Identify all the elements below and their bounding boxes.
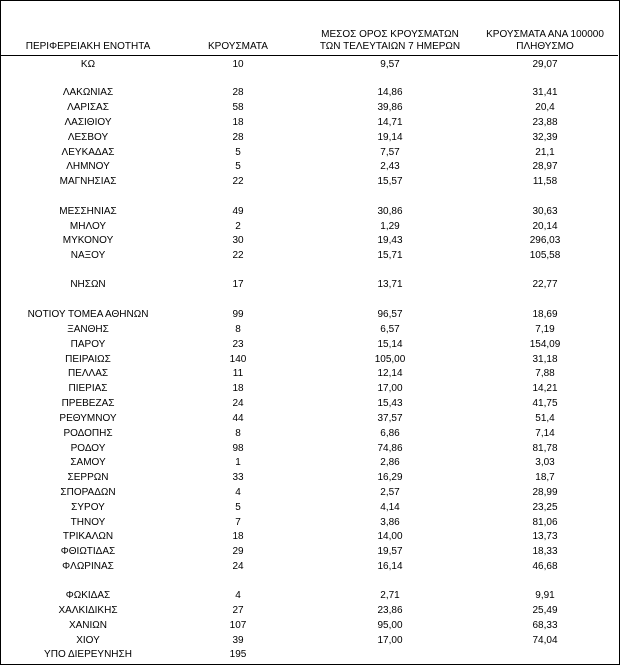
region-name-cell: ΠΕΛΛΑΣ bbox=[67, 368, 109, 379]
region-name-cell: ΣΥΡΟΥ bbox=[71, 502, 105, 513]
cases-cell: 4 bbox=[235, 590, 241, 601]
per100k-cell: 9,91 bbox=[535, 590, 555, 601]
cases-cell: 33 bbox=[232, 472, 244, 483]
region-name-cell: ΞΑΝΘΗΣ bbox=[67, 324, 109, 335]
region-name-cell: ΡΟΔΟΠΗΣ bbox=[63, 428, 113, 439]
table-row bbox=[0, 160, 618, 174]
region-name-cell: ΛΑΣΙΘΙΟΥ bbox=[64, 117, 112, 128]
avg-cell: 74,86 bbox=[377, 443, 403, 454]
table-row bbox=[0, 308, 618, 322]
per100k-cell: 41,75 bbox=[532, 398, 558, 409]
avg-cell: 7,57 bbox=[380, 147, 400, 158]
avg-cell: 19,43 bbox=[377, 235, 403, 246]
avg-cell: 15,43 bbox=[377, 398, 403, 409]
region-name-cell: ΦΩΚΙΔΑΣ bbox=[65, 590, 111, 601]
region-name-cell: ΝΟΤΙΟΥ ΤΟΜΕΑ ΑΘΗΝΩΝ bbox=[27, 309, 149, 320]
avg-cell: 19,57 bbox=[377, 546, 403, 557]
region-name-cell: ΜΗΛΟΥ bbox=[69, 221, 107, 232]
region-name-cell: ΣΕΡΡΩΝ bbox=[67, 472, 109, 483]
region-name-cell: ΠΙΕΡΙΑΣ bbox=[68, 383, 108, 394]
region-name-cell: ΠΕΙΡΑΙΩΣ bbox=[65, 354, 111, 365]
per100k-cell: 23,25 bbox=[532, 502, 558, 513]
cases-cell: 39 bbox=[232, 635, 244, 646]
header-region bbox=[0, 41, 176, 53]
table-row bbox=[0, 471, 618, 485]
cases-cell: 107 bbox=[229, 620, 247, 631]
header-per100k-line1: ΚΡΟΥΣΜΑΤΑ ΑΝΑ 100000 bbox=[486, 29, 604, 40]
avg-cell: 15,57 bbox=[377, 176, 403, 187]
per100k-cell: 18,33 bbox=[532, 546, 558, 557]
avg-cell: 9,57 bbox=[380, 59, 400, 70]
per100k-cell: 20,14 bbox=[532, 221, 558, 232]
table-row bbox=[0, 648, 618, 662]
cases-cell: 5 bbox=[235, 147, 241, 158]
avg-cell: 2,57 bbox=[380, 487, 400, 498]
region-name-cell: ΡΟΔΟΥ bbox=[70, 443, 106, 454]
table-row bbox=[0, 278, 618, 292]
table-row bbox=[0, 338, 618, 352]
table-row bbox=[0, 530, 618, 544]
cases-cell: 28 bbox=[232, 132, 244, 143]
cases-cell: 24 bbox=[232, 398, 244, 409]
avg-cell: 39,86 bbox=[377, 102, 403, 113]
per100k-cell: 32,39 bbox=[532, 132, 558, 143]
table-row bbox=[0, 353, 618, 367]
cases-cell: 11 bbox=[232, 368, 244, 379]
region-name-cell: ΜΕΣΣΗΝΙΑΣ bbox=[59, 206, 117, 217]
per100k-cell: 14,21 bbox=[532, 383, 558, 394]
per100k-cell: 154,09 bbox=[529, 339, 561, 350]
region-name-cell: ΝΗΣΩΝ bbox=[70, 279, 106, 290]
cases-cell: 195 bbox=[229, 649, 247, 660]
avg-cell: 17,00 bbox=[377, 383, 403, 394]
region-name-cell: ΧΙΟΥ bbox=[76, 635, 100, 646]
table-row bbox=[0, 442, 618, 456]
cases-cell: 8 bbox=[235, 428, 241, 439]
header-7day-average bbox=[306, 29, 474, 53]
region-name-cell: ΚΩ bbox=[80, 59, 96, 70]
avg-cell: 2,86 bbox=[380, 457, 400, 468]
per100k-cell: 3,03 bbox=[535, 457, 555, 468]
cases-cell: 30 bbox=[232, 235, 244, 246]
table-row bbox=[0, 86, 618, 100]
header-cases-per-100k bbox=[474, 29, 616, 53]
per100k-cell: 31,41 bbox=[532, 87, 558, 98]
table-row bbox=[0, 604, 618, 618]
avg-cell: 14,71 bbox=[377, 117, 403, 128]
table-row bbox=[0, 634, 618, 648]
avg-cell: 16,14 bbox=[377, 561, 403, 572]
avg-cell: 2,71 bbox=[380, 590, 400, 601]
per100k-cell: 25,49 bbox=[532, 605, 558, 616]
cases-cell: 5 bbox=[235, 502, 241, 513]
table-row bbox=[0, 619, 618, 633]
region-name-cell: ΛΗΜΝΟΥ bbox=[66, 161, 110, 172]
table-row bbox=[0, 234, 618, 248]
table-row bbox=[0, 589, 618, 603]
avg-cell: 37,57 bbox=[377, 413, 403, 424]
per100k-cell: 105,58 bbox=[529, 250, 561, 261]
region-name-cell: ΜΥΚΟΝΟΥ bbox=[62, 235, 114, 246]
header-avg-line1: ΜΕΣΟΣ ΟΡΟΣ ΚΡΟΥΣΜΑΤΩΝ bbox=[321, 29, 459, 40]
per100k-cell: 68,33 bbox=[532, 620, 558, 631]
per100k-cell: 13,73 bbox=[532, 531, 558, 542]
avg-cell: 19,14 bbox=[377, 132, 403, 143]
table-row bbox=[0, 427, 618, 441]
table-row bbox=[0, 516, 618, 530]
cases-cell: 2 bbox=[235, 221, 241, 232]
region-name-cell: ΧΑΛΚΙΔΙΚΗΣ bbox=[58, 605, 118, 616]
avg-cell: 14,86 bbox=[377, 87, 403, 98]
table-row bbox=[0, 116, 618, 130]
per100k-cell: 18,7 bbox=[535, 472, 555, 483]
cases-cell: 22 bbox=[232, 250, 244, 261]
cases-cell: 49 bbox=[232, 206, 244, 217]
per100k-cell: 30,63 bbox=[532, 206, 558, 217]
cases-cell: 99 bbox=[232, 309, 244, 320]
region-name-cell: ΣΠΟΡΑΔΩΝ bbox=[60, 487, 116, 498]
avg-cell: 14,00 bbox=[377, 531, 403, 542]
cases-cell: 8 bbox=[235, 324, 241, 335]
table-row bbox=[0, 367, 618, 381]
per100k-cell: 11,58 bbox=[532, 176, 558, 187]
avg-cell: 13,71 bbox=[377, 279, 403, 290]
region-name-cell: ΦΘΙΩΤΙΔΑΣ bbox=[60, 546, 116, 557]
avg-cell: 6,57 bbox=[380, 324, 400, 335]
region-name-cell: ΣΑΜΟΥ bbox=[70, 457, 106, 468]
avg-cell: 16,29 bbox=[377, 472, 403, 483]
avg-cell: 15,71 bbox=[377, 250, 403, 261]
cases-cell: 18 bbox=[232, 531, 244, 542]
avg-cell: 4,14 bbox=[380, 502, 400, 513]
per100k-cell: 7,88 bbox=[535, 368, 555, 379]
avg-cell: 30,86 bbox=[377, 206, 403, 217]
avg-cell: 95,00 bbox=[377, 620, 403, 631]
avg-cell: 12,14 bbox=[377, 368, 403, 379]
region-name-cell: ΜΑΓΝΗΣΙΑΣ bbox=[59, 176, 117, 187]
table-row bbox=[0, 545, 618, 559]
per100k-cell: 28,99 bbox=[532, 487, 558, 498]
cases-cell: 17 bbox=[232, 279, 244, 290]
cases-cell: 98 bbox=[232, 443, 244, 454]
table-row bbox=[0, 397, 618, 411]
avg-cell: 17,00 bbox=[377, 635, 403, 646]
header-cases-label: ΚΡΟΥΣΜΑΤΑ bbox=[208, 41, 268, 52]
header-divider bbox=[0, 55, 618, 56]
table-row bbox=[0, 501, 618, 515]
header-avg-line2: ΤΩΝ ΤΕΛΕΥΤΑΙΩΝ 7 ΗΜΕΡΩΝ bbox=[319, 41, 461, 52]
region-name-cell: ΦΛΩΡΙΝΑΣ bbox=[62, 561, 114, 572]
per100k-cell: 21,1 bbox=[535, 147, 555, 158]
cases-cell: 1 bbox=[235, 457, 241, 468]
table-row bbox=[0, 412, 618, 426]
table-row bbox=[0, 220, 618, 234]
per100k-cell: 22,77 bbox=[532, 279, 558, 290]
cases-cell: 23 bbox=[232, 339, 244, 350]
table-row bbox=[0, 205, 618, 219]
cases-cell: 140 bbox=[229, 354, 247, 365]
region-name-cell: ΛΑΚΩΝΙΑΣ bbox=[62, 87, 114, 98]
table-row bbox=[0, 175, 618, 189]
per100k-cell: 29,07 bbox=[532, 59, 558, 70]
per100k-cell: 23,88 bbox=[532, 117, 558, 128]
avg-cell: 1,29 bbox=[380, 221, 400, 232]
table-row bbox=[0, 323, 618, 337]
region-name-cell: ΧΑΝΙΩΝ bbox=[68, 620, 108, 631]
table-row bbox=[0, 101, 618, 115]
avg-cell: 6,86 bbox=[380, 428, 400, 439]
cases-cell: 44 bbox=[232, 413, 244, 424]
avg-cell: 23,86 bbox=[377, 605, 403, 616]
avg-cell: 2,43 bbox=[380, 161, 400, 172]
per100k-cell: 7,19 bbox=[535, 324, 555, 335]
cases-cell: 10 bbox=[232, 59, 244, 70]
table-row bbox=[0, 249, 618, 263]
header-cases bbox=[190, 41, 286, 53]
table-row bbox=[0, 382, 618, 396]
per100k-cell: 296,03 bbox=[529, 235, 561, 246]
cases-cell: 4 bbox=[235, 487, 241, 498]
per100k-cell: 28,97 bbox=[532, 161, 558, 172]
region-name-cell: ΛΕΣΒΟΥ bbox=[67, 132, 109, 143]
region-name-cell: ΤΗΝΟΥ bbox=[70, 517, 106, 528]
per100k-cell: 20,4 bbox=[535, 102, 555, 113]
table-row bbox=[0, 131, 618, 145]
cases-cell: 58 bbox=[232, 102, 244, 113]
per100k-cell: 74,04 bbox=[532, 635, 558, 646]
cases-cell: 18 bbox=[232, 383, 244, 394]
region-name-cell: ΠΑΡΟΥ bbox=[70, 339, 106, 350]
cases-cell: 27 bbox=[232, 605, 244, 616]
region-name-cell: ΝΑΞΟΥ bbox=[70, 250, 106, 261]
cases-cell: 29 bbox=[232, 546, 244, 557]
region-name-cell: ΛΑΡΙΣΑΣ bbox=[67, 102, 109, 113]
avg-cell: 3,86 bbox=[380, 517, 400, 528]
cases-cell: 28 bbox=[232, 87, 244, 98]
per100k-cell: 81,06 bbox=[532, 517, 558, 528]
region-name-cell: ΠΡΕΒΕΖΑΣ bbox=[61, 398, 115, 409]
table-row bbox=[0, 58, 618, 72]
header-per100k-line2: ΠΛΗΘΥΣΜΟ bbox=[516, 41, 574, 52]
per100k-cell: 46,68 bbox=[532, 561, 558, 572]
cases-cell: 5 bbox=[235, 161, 241, 172]
table-row bbox=[0, 456, 618, 470]
cases-cell: 18 bbox=[232, 117, 244, 128]
per100k-cell: 31,18 bbox=[532, 354, 558, 365]
per100k-cell: 81,78 bbox=[532, 443, 558, 454]
region-name-cell: ΛΕΥΚΑΔΑΣ bbox=[61, 147, 115, 158]
per100k-cell: 7,14 bbox=[535, 428, 555, 439]
region-name-cell: ΡΕΘΥΜΝΟΥ bbox=[59, 413, 117, 424]
region-name-cell: ΤΡΙΚΑΛΩΝ bbox=[62, 531, 114, 542]
table-row bbox=[0, 146, 618, 160]
per100k-cell: 51,4 bbox=[535, 413, 555, 424]
cases-cell: 22 bbox=[232, 176, 244, 187]
header-region-label: ΠΕΡΙΦΕΡΕΙΑΚΗ ΕΝΟΤΗΤΑ bbox=[25, 41, 151, 52]
avg-cell: 105,00 bbox=[374, 354, 406, 365]
avg-cell: 96,57 bbox=[377, 309, 403, 320]
table-row bbox=[0, 560, 618, 574]
per100k-cell: 18,69 bbox=[532, 309, 558, 320]
cases-cell: 24 bbox=[232, 561, 244, 572]
avg-cell: 15,14 bbox=[377, 339, 403, 350]
cases-cell: 7 bbox=[235, 517, 241, 528]
table-row bbox=[0, 486, 618, 500]
region-name-cell: ΥΠΟ ΔΙΕΡΕΥΝΗΣΗ bbox=[44, 649, 132, 660]
